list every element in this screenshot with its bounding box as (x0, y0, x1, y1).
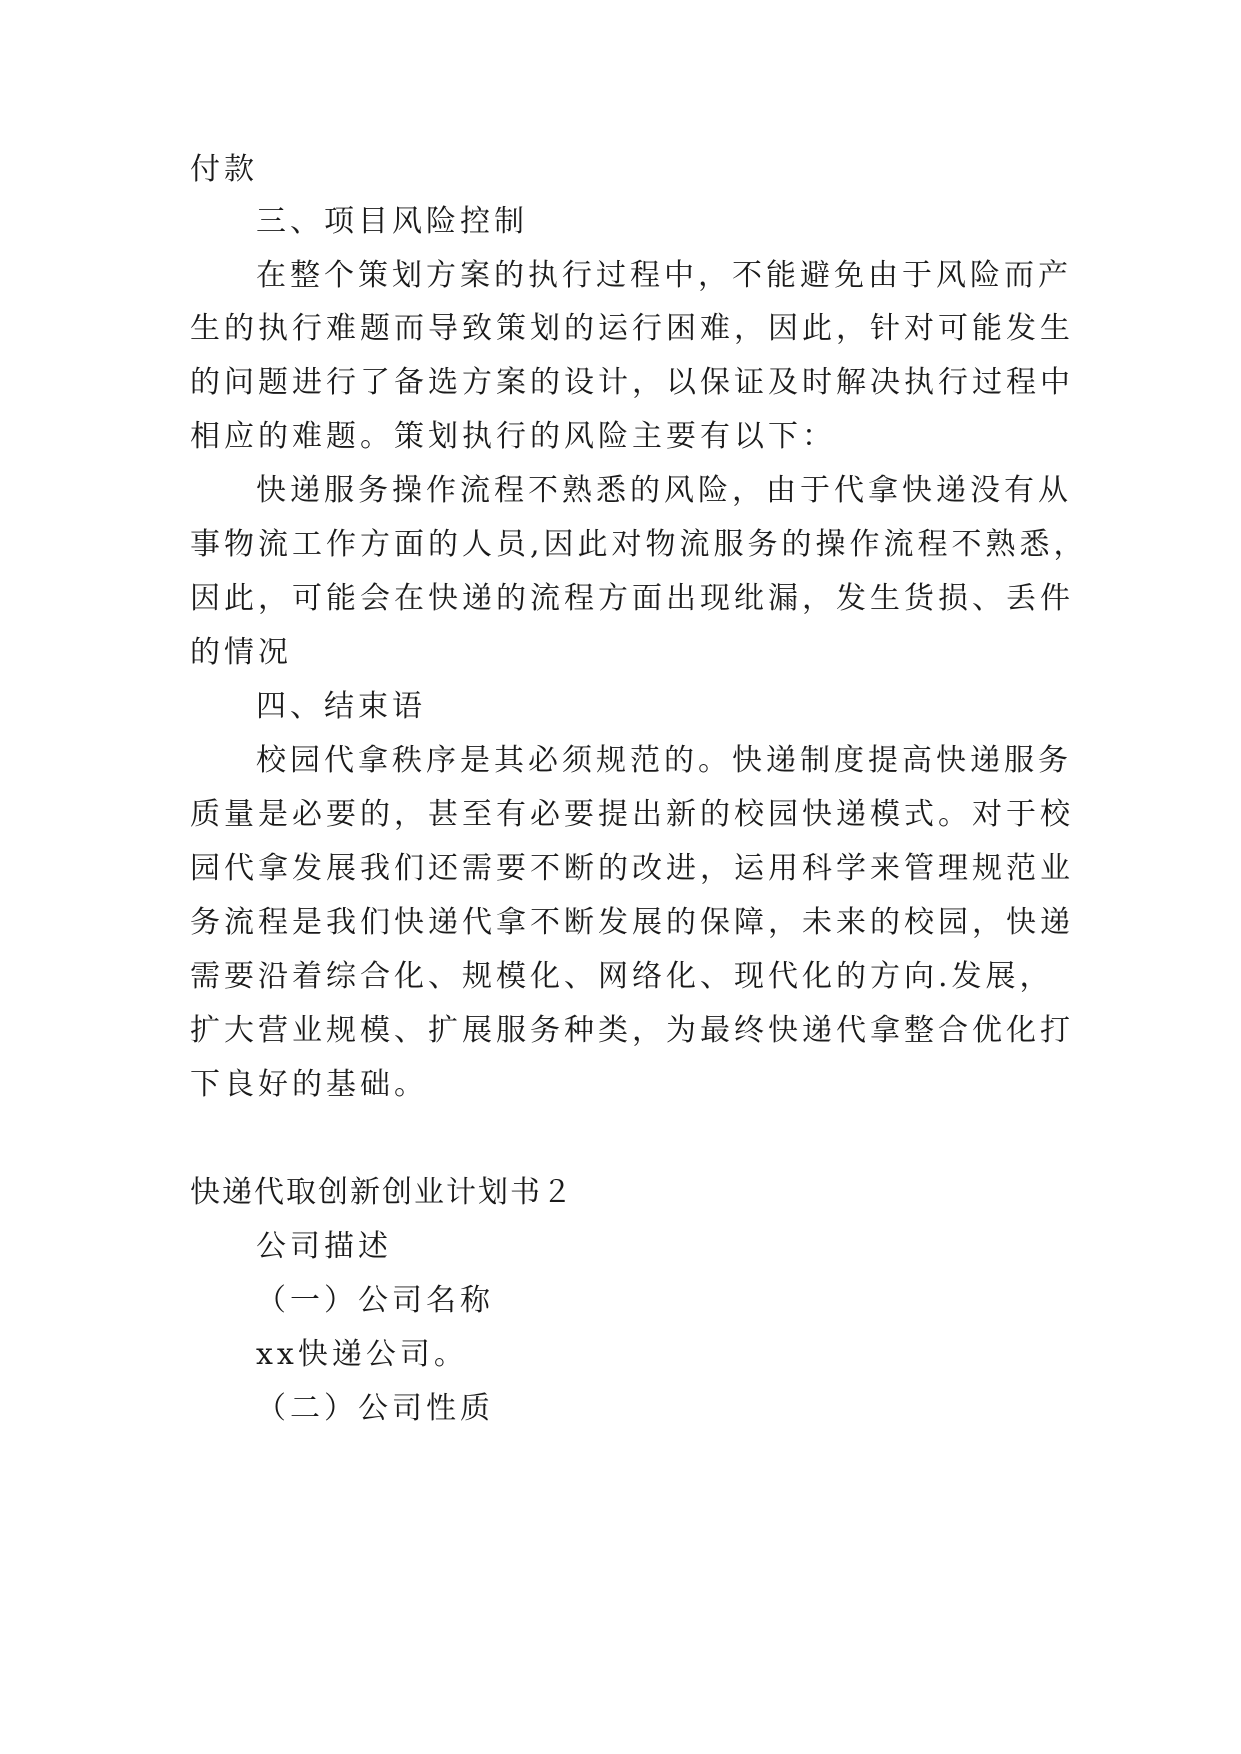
paragraph-line: 事物流工作方面的人员,因此对物流服务的操作流程不熟悉， (190, 527, 1088, 562)
subsection-heading: （一）公司名称 (256, 1283, 494, 1318)
paragraph-line: xx快递公司。 (256, 1337, 468, 1372)
paragraph-line: 园代拿发展我们还需要不断的改进，运用科学来管理规范业 (190, 851, 1074, 886)
paragraph-line: 的情况 (190, 635, 292, 670)
text-line: 付款 (190, 152, 258, 187)
paragraph-line: 生的执行难题而导致策划的运行困难，因此，针对可能发生 (190, 311, 1074, 346)
subsection-heading: （二）公司性质 (256, 1391, 494, 1426)
section-heading: 四、结束语 (256, 689, 426, 724)
document-title: 快递代取创新创业计划书２ (190, 1175, 574, 1210)
section-heading: 三、项目风险控制 (256, 204, 528, 239)
paragraph-line: 质量是必要的，甚至有必要提出新的校园快递模式。对于校 (190, 797, 1074, 832)
paragraph-line: 因此，可能会在快递的流程方面出现纰漏，发生货损、丢件 (190, 581, 1074, 616)
paragraph-line: 需要沿着综合化、规模化、网络化、现代化的方向.发展， (190, 959, 1054, 994)
paragraph-line: 扩大营业规模、扩展服务种类，为最终快递代拿整合优化打 (190, 1013, 1074, 1048)
paragraph-line: 校园代拿秩序是其必须规范的。快递制度提高快递服务 (256, 743, 1072, 778)
paragraph-line: 下良好的基础。 (190, 1067, 428, 1102)
section-heading: 公司描述 (256, 1229, 392, 1264)
paragraph-line: 相应的难题。策划执行的风险主要有以下： (190, 419, 836, 454)
paragraph-line: 在整个策划方案的执行过程中，不能避免由于风险而产 (256, 258, 1072, 293)
paragraph-line: 快递服务操作流程不熟悉的风险，由于代拿快递没有从 (256, 473, 1072, 508)
paragraph-line: 的问题进行了备选方案的设计，以保证及时解决执行过程中 (190, 365, 1074, 400)
paragraph-line: 务流程是我们快递代拿不断发展的保障，未来的校园，快递 (190, 905, 1074, 940)
